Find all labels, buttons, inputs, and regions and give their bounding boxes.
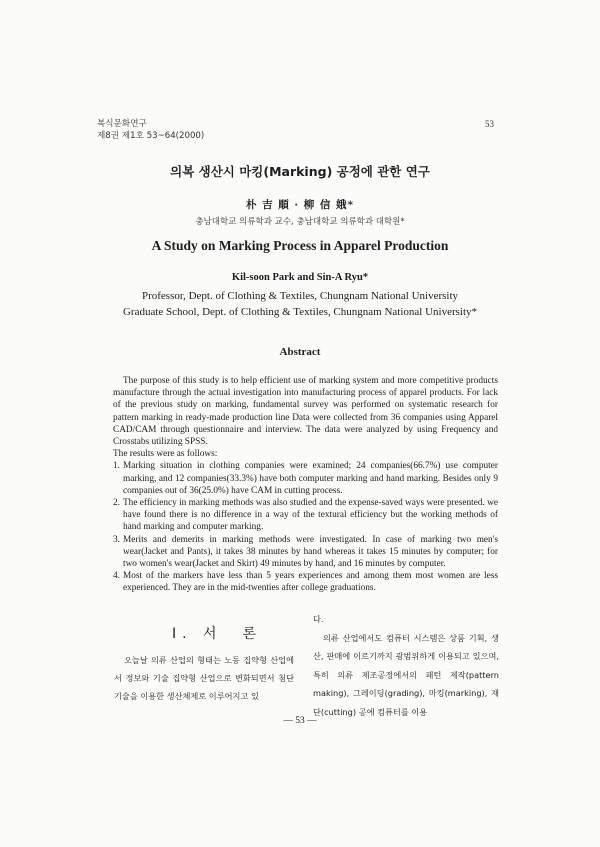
page-number-footer: — 53 — (283, 716, 317, 726)
korean-authors: 朴 吉 順 · 柳 信 娥* (245, 199, 355, 211)
result-number: 1. (113, 461, 120, 472)
result-item (113, 570, 498, 594)
volume-info: 제8권 제1호 53~64(2000) (97, 130, 205, 141)
english-title: A Study on Marking Process in Apparel Production (151, 238, 449, 253)
body-paragraph: 의류 산업에서도 컴퓨터 시스템은 상품 기획, 생산, 판매에 이르기까지 광범위하게 이용되고 있으며, 특히 의류 제조공정에서의 패턴 제작(pattern making), 그레이딩(grading), 마킹(marking), 재단(cutting) 공에 컴퓨터를 이용 (313, 632, 499, 717)
journal-name: 복식문화연구 (97, 119, 147, 129)
body-column-right (313, 610, 499, 721)
body-paragraph: 오늘날 의류 산업의 형태는 노동 집약형 산업에서 정보와 기술 집약형 산업으로 변화되면서 첨단 기술을 이용한 생산체제로 이루어지고 있 (114, 655, 294, 701)
result-item (113, 460, 498, 497)
result-item (113, 497, 498, 534)
result-item (113, 534, 498, 571)
affiliation-line-1: Professor, Dept. of Clothing & Textiles, Chungnam National University (141, 290, 459, 302)
result-text: Merits and demerits in marking methods were investigated. In case of marking two men's wear(Jacket and Pants), it takes 38 minutes by hand whereas it takes 15 minutes by computer; for two women's wear(Jacket and Skirt) 49 minutes by hand, and 16 minutes by computer. (123, 534, 498, 570)
english-authors: Kil-soon Park and Sin-A Ryu* (231, 272, 369, 283)
abstract-body: The purpose of this study is to help efficient use of marking system and more competitive products manufacture through the actual investigation into manufacturing process of apparel products. For lack of the previous study on marking, fundamental survey was performed on systematic research for pattern marking in ready-made production line Data were collected from 36 companies using Apparel CAD/CAM through questionnaire and interview. The data were analyzed by using Frequency and Crosstabs utilizing SPSS. (113, 376, 498, 448)
body-continuation: 다. (313, 614, 324, 624)
affiliation-line-2: Graduate School, Dept. of Clothing & Textiles, Chungnam National University* (122, 306, 478, 318)
result-number: 2. (113, 498, 120, 509)
page-number-top: 53 (485, 119, 494, 129)
result-text: Marking situation in clothing companies were examined; 24 companies(66.7%) use computer marking, and 12 companies(33.3%) have both computer marking and hand marking. Besides only 9 companies out of 36(25.0%) have CAM in cutting process. (123, 461, 498, 496)
result-number: 3. (113, 534, 120, 545)
abstract-heading: Abstract (279, 346, 321, 358)
result-text: Most of the markers have less than 5 years experiences and among them most women are less experienced. They are in the mid-twenties after college graduations. (123, 571, 498, 594)
korean-title: 의복 생산시 마킹(Marking) 공정에 관한 연구 (170, 164, 430, 179)
english-affiliation (0, 288, 600, 320)
body-column-left (114, 651, 294, 705)
korean-affiliation: 충남대학교 의류학과 교수, 충남대학교 의류학과 대학원* (195, 217, 405, 227)
result-number: 4. (113, 571, 120, 582)
results-list (113, 460, 498, 594)
section-heading-introduction: Ⅰ. 서 론 (172, 626, 263, 642)
result-text: The efficiency in marking methods was also studied and the expense-saved ways were presented. we have found there is no difference in a way of the textural efficiency but the working methods of hand marking and computer marking. (123, 498, 498, 533)
results-intro: The results were as follows: (113, 449, 218, 460)
abstract-section (113, 375, 498, 595)
journal-header (97, 119, 204, 142)
